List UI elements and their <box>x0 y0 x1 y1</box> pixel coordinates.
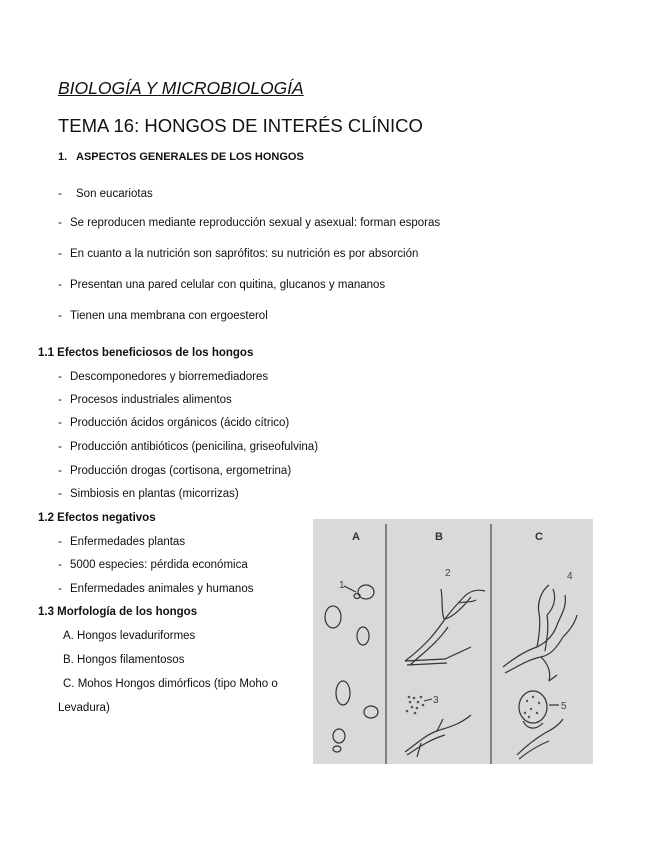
list-item <box>58 188 153 200</box>
list-item <box>58 536 185 548</box>
list-item-text: Enfermedades plantas <box>70 536 186 548</box>
column-label-c: C <box>535 531 543 543</box>
yeast-cells-illustration <box>325 585 378 752</box>
dash-bullet: - <box>58 488 62 500</box>
dash-bullet: - <box>58 559 62 571</box>
dash-bullet: - <box>58 217 62 229</box>
dash-bullet: - <box>58 310 62 322</box>
section-1-title: ASPECTOS GENERALES DE LOS HONGOS <box>76 151 304 163</box>
fungi-morphology-illustration <box>313 519 593 764</box>
callout-2: 2 <box>445 568 451 579</box>
list-item: C. Mohos Hongos dimórficos (tipo Moho o <box>63 678 278 690</box>
section-1-number: 1. <box>58 151 68 163</box>
list-item-text: Producción drogas (cortisona, ergometrina) <box>70 465 292 477</box>
subsection-1-2-heading: 1.2 Efectos negativos <box>38 512 156 524</box>
mold-illustration <box>503 585 577 759</box>
callout-1: 1 <box>339 580 345 591</box>
list-item-text: Se reproducen mediante reproducción sexual y asexual: forman esporas <box>70 217 441 229</box>
dash-bullet: - <box>58 583 62 595</box>
list-item <box>58 248 418 260</box>
sporangium-spores-illustration <box>524 696 540 718</box>
dash-bullet: - <box>58 279 62 291</box>
list-item-text: Presentan una pared celular con quitina, glucanos y mananos <box>70 279 386 291</box>
list-item: A. Hongos levaduriformes <box>63 630 196 642</box>
subject-heading: BIOLOGÍA Y MICROBIOLOGÍA <box>58 78 304 98</box>
spore-cluster-illustration <box>406 696 425 715</box>
list-item-continuation: Levadura) <box>58 702 110 714</box>
subsection-1-3-heading: 1.3 Morfología de los hongos <box>38 606 198 618</box>
list-item: B. Hongos filamentosos <box>63 654 185 666</box>
dash-bullet: - <box>58 536 62 548</box>
list-item <box>58 217 440 229</box>
list-item-text: Tienen una membrana con ergoesterol <box>70 310 268 322</box>
column-label-b: B <box>435 531 443 543</box>
list-item <box>58 310 268 322</box>
list-item-text: Descomponedores y biorremediadores <box>70 371 269 383</box>
callout-3: 3 <box>433 695 439 706</box>
list-item-text: Producción antibióticos (penicilina, griseofulvina) <box>70 441 319 453</box>
hyphae-illustration <box>405 589 485 757</box>
column-label-a: A <box>352 531 360 543</box>
subsection-1-1-heading: 1.1 Efectos beneficiosos de los hongos <box>38 347 254 359</box>
dash-bullet: - <box>58 417 62 429</box>
callout-4: 4 <box>567 571 573 582</box>
section-1-heading <box>58 151 304 163</box>
list-item <box>58 488 239 500</box>
fungi-morphology-figure <box>313 519 593 764</box>
dash-bullet: - <box>58 371 62 383</box>
list-item <box>58 394 232 406</box>
dash-bullet: - <box>58 248 62 260</box>
list-item-text: Producción ácidos orgánicos (ácido cítrico) <box>70 417 290 429</box>
list-item <box>58 371 268 383</box>
list-item-text: Simbiosis en plantas (micorrizas) <box>70 488 239 500</box>
list-item <box>58 559 248 571</box>
list-item <box>58 465 291 477</box>
list-item <box>58 279 385 291</box>
list-item <box>58 441 318 453</box>
list-item-text: Son eucariotas <box>76 188 153 200</box>
list-item-text: 5000 especies: pérdida económica <box>70 559 248 571</box>
dash-bullet: - <box>58 188 62 200</box>
list-item <box>58 583 253 595</box>
list-item-text: Procesos industriales alimentos <box>70 394 232 406</box>
dash-bullet: - <box>58 394 62 406</box>
dash-bullet: - <box>58 441 62 453</box>
list-item <box>58 417 289 429</box>
callout-5: 5 <box>561 701 567 712</box>
leader-line <box>424 699 432 701</box>
dash-bullet: - <box>58 465 62 477</box>
list-item-text: Enfermedades animales y humanos <box>70 583 254 595</box>
list-item-text: En cuanto a la nutrición son saprófitos: su nutrición es por absorción <box>70 248 419 260</box>
topic-title: TEMA 16: HONGOS DE INTERÉS CLÍNICO <box>58 115 423 136</box>
